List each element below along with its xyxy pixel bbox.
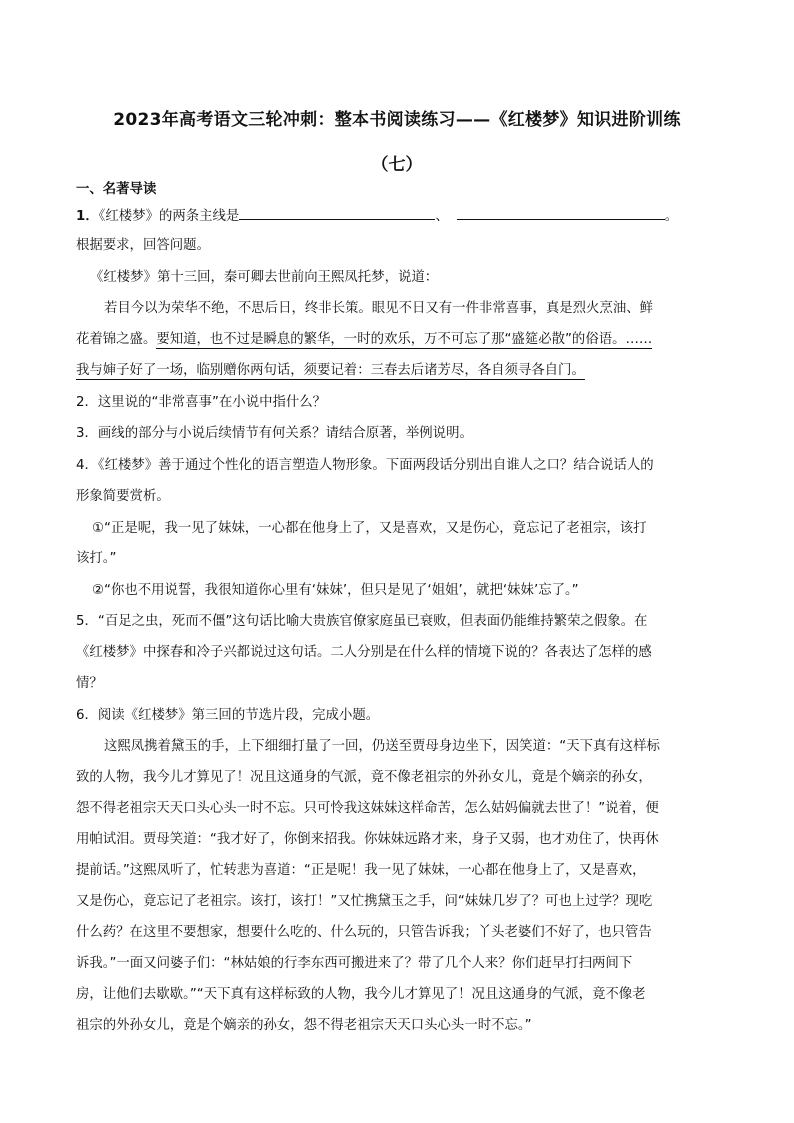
question-text: 《红楼梦》的两条主线是: [98, 209, 240, 224]
answer-blank[interactable]: [239, 205, 435, 220]
question-5-cont: 情？: [76, 676, 103, 691]
instruction: 根据要求，回答问题。: [76, 238, 210, 253]
excerpt-line: 什么药？在这里不要想家，想要什么吃的、什么玩的，只管告诉我；丫头老婆们不好了，也只管告: [76, 925, 652, 940]
passage-intro: 《红楼梦》第十三回，秦可卿去世前向王熙凤托梦，说道：: [90, 270, 439, 285]
punctuation: 。: [664, 209, 679, 224]
question-5-cont: 《红楼梦》中探春和冷子兴都说过这句话。二人分别是在什么样的情境下说的？各表达了怎样的感: [76, 645, 652, 660]
question-6: 6．阅读《红楼梦》第三回的节选片段，完成小题。: [76, 708, 380, 723]
section-heading: 一、名著导读: [76, 182, 157, 197]
answer-blank[interactable]: [457, 205, 665, 220]
excerpt-line: 房，让他们去歇歇。”“天下真有这样标致的人物，我今儿才算见了！况且这通身的气派，竟不像老: [76, 987, 646, 1002]
quote-1: ①“正是呢，我一见了妹妹，一心都在他身上了，又是喜欢，又是伤心，竟忘记了老祖宗，该打: [92, 521, 647, 536]
excerpt-line: 这熙凤携着黛玉的手，上下细细打量了一回，仍送至贾母身边坐下，因笑道：“天下真有这样标: [104, 739, 660, 754]
page-title: 2023年高考语文三轮冲刺：整本书阅读练习——《红楼梦》知识进阶训练: [113, 110, 681, 130]
excerpt-line: 又是伤心，竟忘记了老祖宗。该打，该打！”又忙携黛玉之手，问“妹妹几岁了？可也上过学？现吃: [76, 894, 653, 909]
passage-line: [76, 330, 716, 350]
quote-1-cont: 该打。”: [76, 551, 117, 566]
question-4: 4．《红楼梦》善于通过个性化的语言塑造人物形象。下面两段话分别出自谁人之口？结合说话人的: [76, 458, 654, 473]
excerpt-line: 提前话。”这熙凤听了，忙转悲为喜道：“正是呢！我一见了妹妹，一心都在他身上了，又是喜欢，: [76, 863, 646, 878]
question-5: 5．“百足之虫，死而不僵”这句话比喻大贵族官僚家庭虽已衰败，但表面仍能维持繁荣之假象。在: [76, 614, 648, 629]
quote-2: ②“你也不用说誓，我很知道你心里有‘妹妹’，但只是见了‘姐姐’，就把‘妹妹’忘了。”: [92, 583, 579, 598]
passage-line: 若目今以为荣华不绝，不思后日，终非长策。眼见不日又有一件非常喜事，真是烈火烹油、鲜: [104, 301, 654, 316]
excerpt-line: 致的人物，我今儿才算见了！况且这通身的气派，竟不像老祖宗的外孙女儿，竟是个嫡亲的孙女，: [76, 770, 652, 785]
underlined-text: 我与婶子好了一场，临别赠你两句话，须要记着：三春去后诸芳尽，各自须寻各自门。: [76, 363, 585, 378]
question-1: [76, 205, 716, 227]
separator: 、: [435, 209, 449, 224]
page-title-part-number: （七）: [371, 155, 423, 175]
excerpt-line: 祖宗的外孙女儿，竟是个嫡亲的孙女，怨不得老祖宗天天口头心头一时不忘。”: [76, 1018, 532, 1033]
passage-text: 花着锦之盛。: [76, 332, 157, 347]
underlined-text: 要知道，也不过是瞬息的繁华，一时的欢乐，万不可忘了那“盛筵必散”的俗语。……: [156, 332, 653, 347]
question-2: 2．这里说的“非常喜事”在小说中指什么？: [76, 395, 327, 410]
excerpt-line: 用帕试泪。贾母笑道：“我才好了，你倒来招我。你妹妹远路才来，身子又弱，也才劝住了，快再休: [76, 832, 659, 847]
question-4-cont: 形象简要赏析。: [76, 489, 170, 504]
excerpt-line: 怨不得老祖宗天天口头心头一时不忘。只可怜我这妹妹这样命苦，怎么姑妈偏就去世了！”说着，便: [76, 801, 659, 816]
passage-line: [76, 361, 716, 381]
excerpt-line: 诉我。”一面又问婆子们：“林姑娘的行李东西可搬进来了？带了几个人来？你们赶早打扫两间下: [76, 956, 633, 971]
question-number: 1．: [76, 209, 99, 224]
question-3: 3．画线的部分与小说后续情节有何关系？请结合原著，举例说明。: [76, 426, 473, 441]
